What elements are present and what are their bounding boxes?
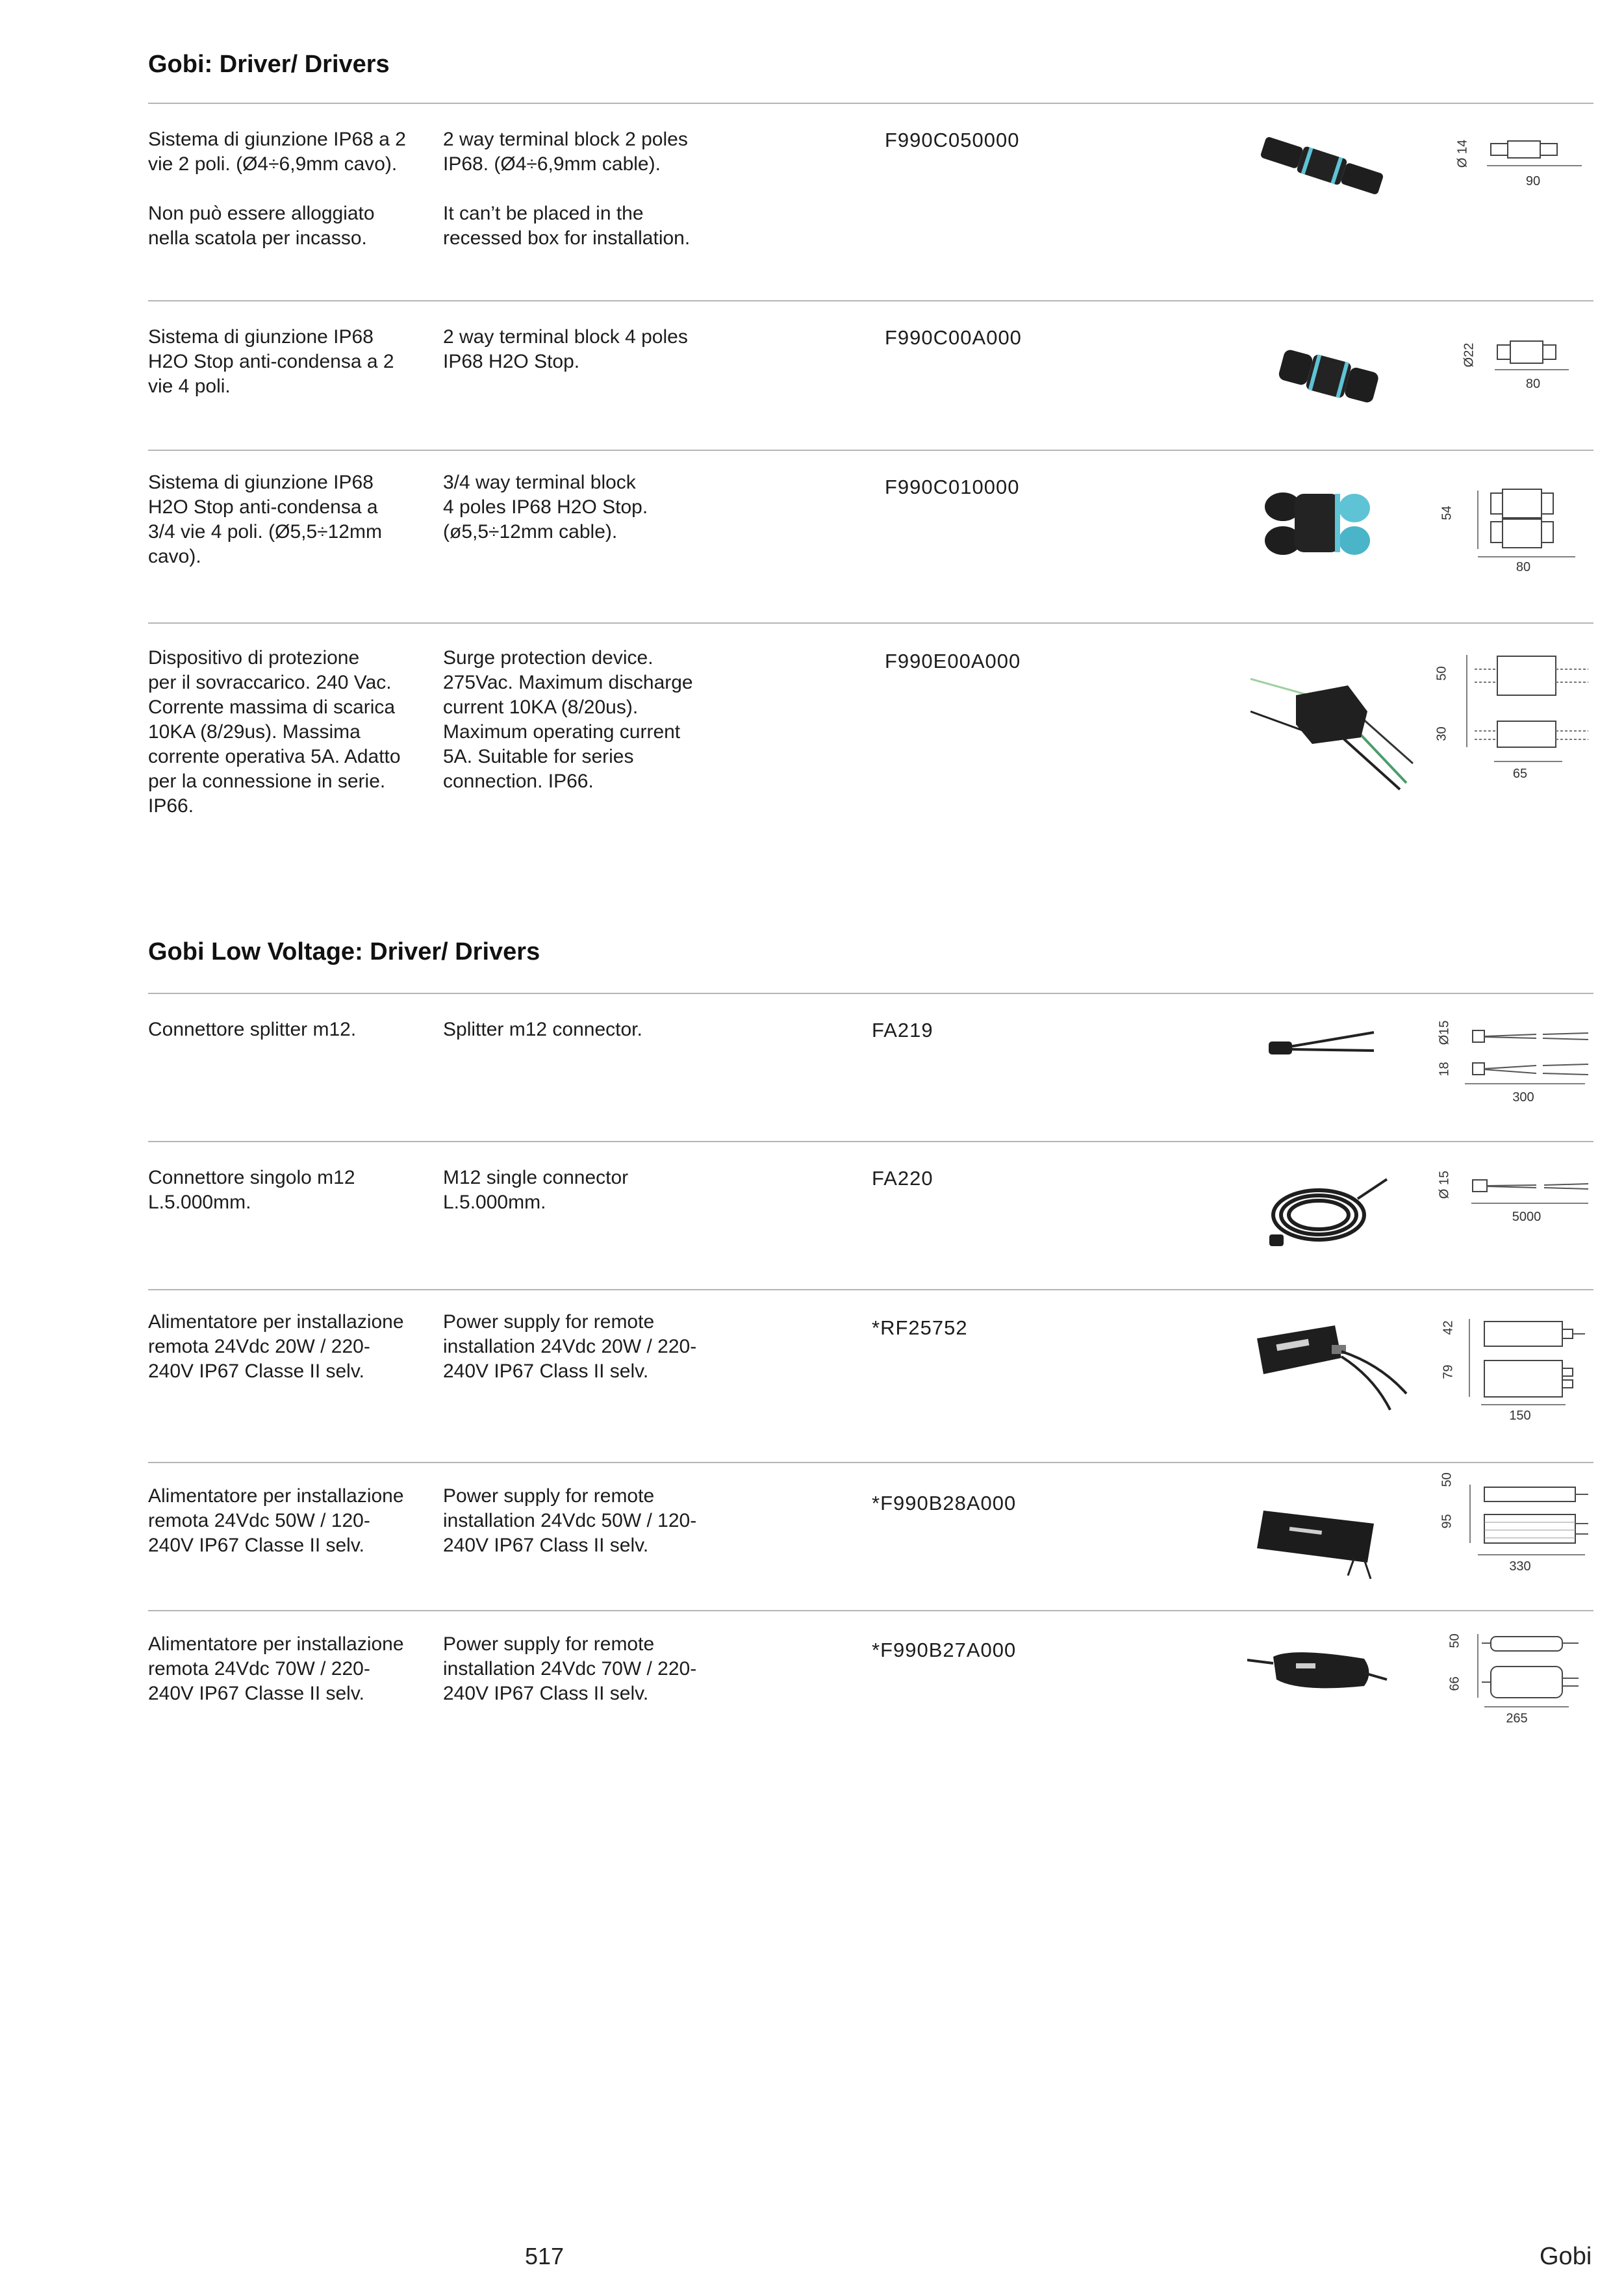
divider <box>148 1462 1593 1463</box>
row-en-text: Power supply for remote installation 24Vdc 70W / 220- 240V IP67 Class II selv. <box>443 1633 697 1704</box>
row-it-text: Sistema di giunzione IP68 H2O Stop anti-condensa a 3/4 vie 4 poli. (Ø5,5÷12mm cavo). <box>148 472 382 567</box>
divider <box>148 993 1593 994</box>
product-code: *F990B27A000 <box>872 1639 1017 1661</box>
dimension-label: Ø 15 <box>1437 1170 1452 1199</box>
dimension-drawing <box>1455 1312 1595 1410</box>
product-code: FA219 <box>872 1019 933 1041</box>
dimension-label: 42 <box>1441 1320 1456 1335</box>
divider <box>148 1610 1593 1611</box>
dimension-label: 79 <box>1441 1364 1456 1379</box>
product-code: F990C00A000 <box>885 326 1022 349</box>
divider <box>148 1289 1593 1290</box>
dimension-label: 80 <box>1516 560 1531 574</box>
divider <box>148 103 1593 104</box>
row-en-text: Power supply for remote installation 24Vdc 20W / 220- 240V IP67 Class II selv. <box>443 1311 697 1382</box>
dimension-label: Ø 14 <box>1455 139 1470 168</box>
product-photo <box>1257 481 1393 565</box>
section-title: Gobi: Driver/ Drivers <box>148 51 390 78</box>
product-photo <box>1250 1312 1413 1423</box>
divider <box>148 300 1593 301</box>
dimension-label: 330 <box>1509 1559 1531 1574</box>
dimension-label: 300 <box>1512 1090 1534 1105</box>
row-en-text: M12 single connector L.5.000mm. <box>443 1167 629 1213</box>
product-photo <box>1247 130 1397 201</box>
section-title: Gobi Low Voltage: Driver/ Drivers <box>148 938 540 965</box>
dimension-label: 90 <box>1525 174 1541 188</box>
dimension-label: 5000 <box>1512 1210 1542 1224</box>
product-photo <box>1263 1023 1380 1062</box>
divider <box>148 622 1593 624</box>
dimension-label: 54 <box>1440 505 1454 520</box>
product-code: *F990B28A000 <box>872 1492 1017 1514</box>
row-it-text: Sistema di giunzione IP68 a 2 vie 2 poli. (Ø4÷6,9mm cavo). Non può essere alloggiato nella scatola per incasso. <box>148 129 406 249</box>
dimension-drawing <box>1484 133 1595 172</box>
dimension-drawing <box>1458 1169 1595 1208</box>
dimension-label: 50 <box>1434 666 1449 681</box>
dimension-label: 95 <box>1440 1514 1454 1529</box>
page-number: 517 <box>525 2243 565 2269</box>
dimension-label: 65 <box>1512 767 1528 781</box>
dimension-label: 80 <box>1525 377 1541 391</box>
product-photo <box>1260 1166 1390 1251</box>
dimension-label: Ø22 <box>1462 342 1477 368</box>
row-it-text: Connettore splitter m12. <box>148 1019 357 1040</box>
dimension-label: 50 <box>1447 1633 1462 1648</box>
product-code: *RF25752 <box>872 1316 968 1339</box>
product-photo <box>1257 1491 1400 1582</box>
dimension-label: 18 <box>1437 1062 1452 1077</box>
dimension-drawing <box>1455 650 1595 773</box>
dimension-label: 66 <box>1447 1676 1462 1691</box>
dimension-drawing <box>1465 484 1595 562</box>
dimension-drawing <box>1484 335 1595 374</box>
product-code: FA220 <box>872 1167 933 1190</box>
dimension-drawing <box>1458 1478 1595 1569</box>
product-code: F990C050000 <box>885 129 1020 151</box>
dimension-label: 50 <box>1440 1472 1454 1487</box>
row-it-text: Alimentatore per installazione remota 24Vdc 50W / 120- 240V IP67 Classe II selv. <box>148 1485 404 1556</box>
divider <box>148 1141 1593 1142</box>
row-it-text: Alimentatore per installazione remota 24Vdc 70W / 220- 240V IP67 Classe II selv. <box>148 1633 404 1704</box>
product-photo <box>1273 341 1384 413</box>
product-code: F990C010000 <box>885 476 1020 498</box>
row-en-text: Splitter m12 connector. <box>443 1019 642 1040</box>
product-photo <box>1247 1634 1397 1706</box>
row-en-text: 2 way terminal block 2 poles IP68. (Ø4÷6,9mm cable). It can’t be placed in the recessed box for installation. <box>443 129 691 249</box>
dimension-label: 150 <box>1509 1409 1531 1423</box>
row-it-text: Connettore singolo m12 L.5.000mm. <box>148 1167 355 1213</box>
row-it-text: Sistema di giunzione IP68 H2O Stop anti-condensa a 2 vie 4 poli. <box>148 326 394 397</box>
divider <box>148 450 1593 451</box>
product-code: F990E00A000 <box>885 650 1021 672</box>
dimension-label: 30 <box>1434 726 1449 741</box>
dimension-drawing <box>1465 1628 1595 1712</box>
row-en-text: 3/4 way terminal block 4 poles IP68 H2O Stop. (ø5,5÷12mm cable). <box>443 472 648 543</box>
row-en-text: 2 way terminal block 4 poles IP68 H2O Stop. <box>443 326 688 372</box>
row-it-text: Alimentatore per installazione remota 24Vdc 20W / 220- 240V IP67 Classe II selv. <box>148 1311 404 1382</box>
footer-brand: Gobi <box>1540 2243 1592 2270</box>
row-it-text: Dispositivo di protezione per il sovraccarico. 240 Vac. Corrente massima di scarica 10KA (8/29us). Massima corrente operativa 5A. Adatto per la connessione in serie. IP66. <box>148 647 401 817</box>
row-en-text: Surge protection device. 275Vac. Maximum discharge current 10KA (8/20us). Maximum operating current 5A. Suitable for series connection. IP66. <box>443 647 693 792</box>
dimension-label: Ø15 <box>1437 1020 1452 1045</box>
dimension-drawing <box>1458 1019 1595 1090</box>
product-photo <box>1250 659 1419 796</box>
row-en-text: Power supply for remote installation 24Vdc 50W / 120- 240V IP67 Class II selv. <box>443 1485 697 1556</box>
dimension-label: 265 <box>1506 1711 1528 1726</box>
